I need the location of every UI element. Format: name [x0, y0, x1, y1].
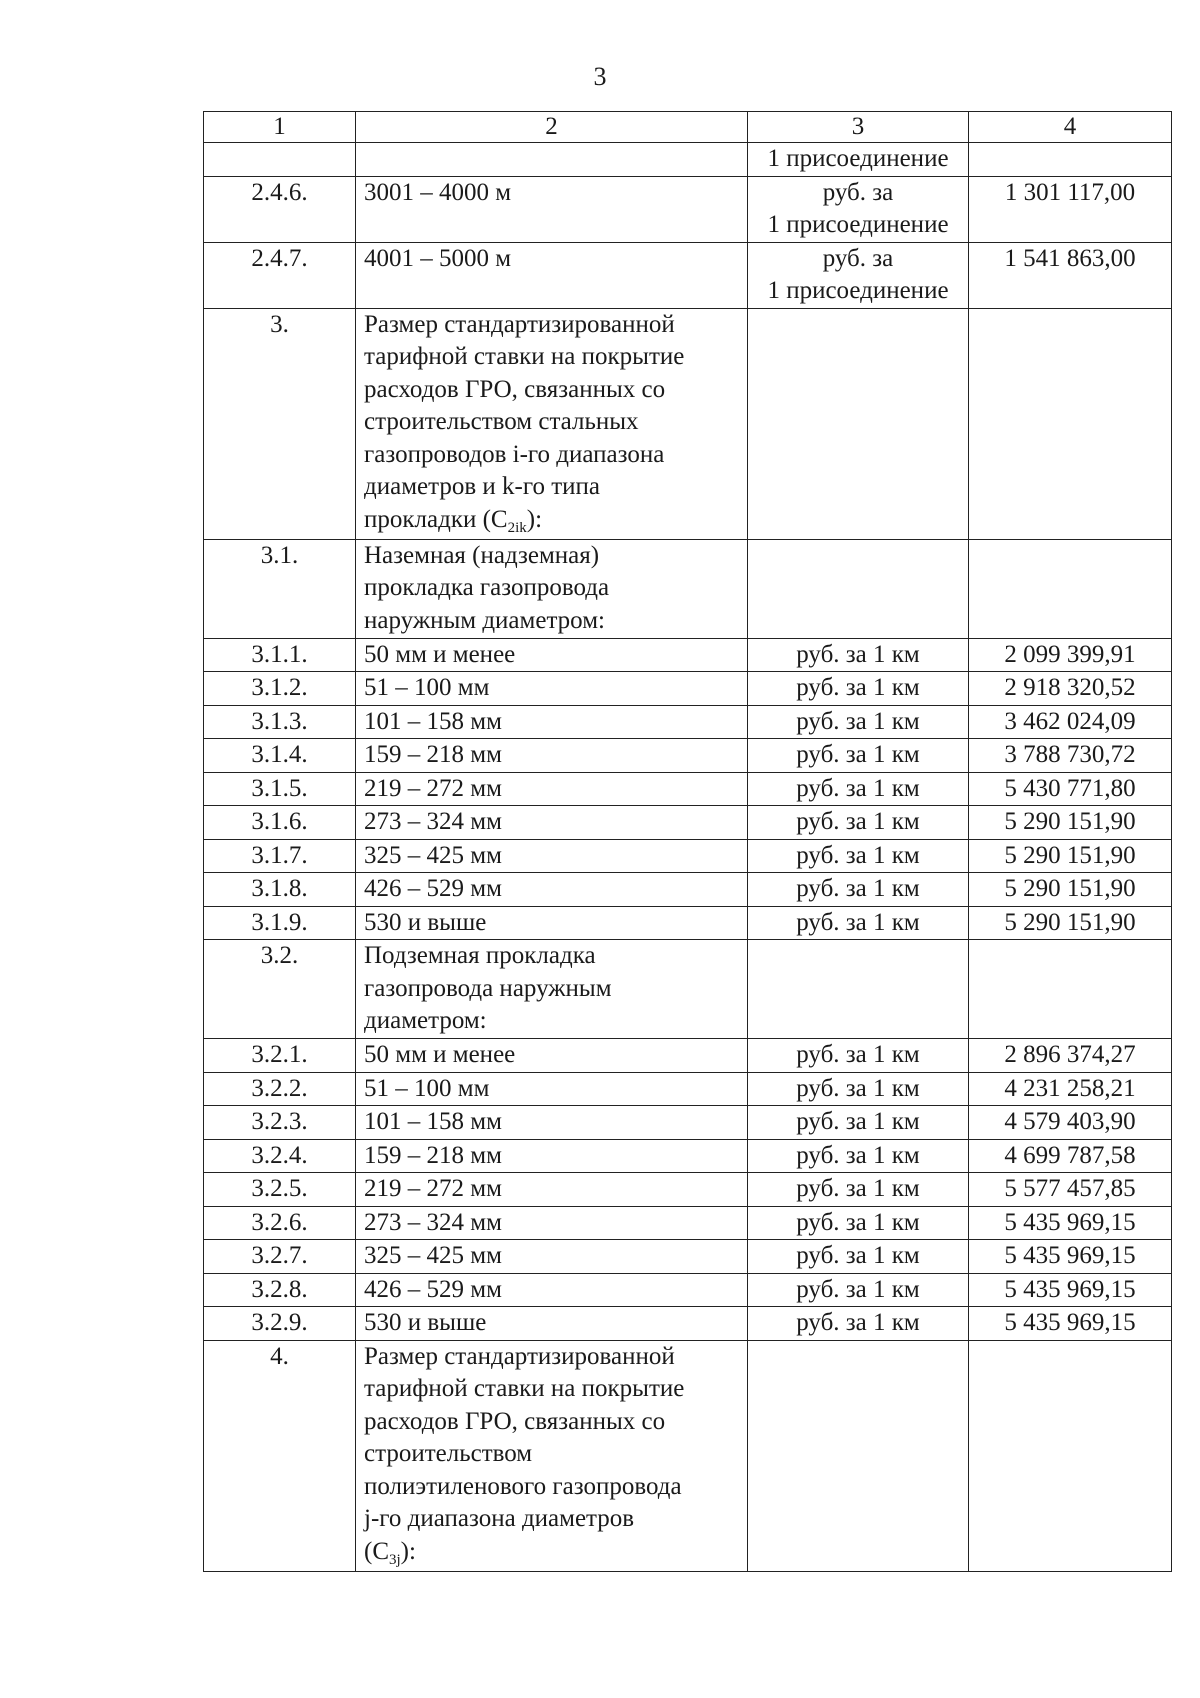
- row-number: 3.2.4.: [204, 1139, 356, 1173]
- table-row: [204, 1240, 1172, 1274]
- row-unit: [748, 1340, 969, 1571]
- table-row: [204, 940, 1172, 1039]
- row-description: 530 и выше: [356, 906, 748, 940]
- row-number: 3.2.: [204, 940, 356, 1039]
- row-number: 3.2.9.: [204, 1307, 356, 1341]
- row-value: [969, 940, 1172, 1039]
- row-description: 50 мм и менее: [356, 638, 748, 672]
- row-unit: [748, 308, 969, 539]
- table-row: [204, 906, 1172, 940]
- table-row: [204, 1072, 1172, 1106]
- row-value: 1 301 117,00: [969, 176, 1172, 242]
- table-row: [204, 176, 1172, 242]
- row-description-subscript: 3j: [389, 1551, 401, 1568]
- table-row: [204, 1273, 1172, 1307]
- row-value: 5 435 969,15: [969, 1240, 1172, 1274]
- row-value: [969, 143, 1172, 177]
- row-number: 3.1.4.: [204, 739, 356, 773]
- row-description: 325 – 425 мм: [356, 1240, 748, 1274]
- row-unit: руб. за 1 км: [748, 1072, 969, 1106]
- row-number: 3.1.8.: [204, 873, 356, 907]
- table-row: [204, 638, 1172, 672]
- row-unit: руб. за 1 км: [748, 806, 969, 840]
- row-value: 5 290 151,90: [969, 839, 1172, 873]
- row-unit: руб. за 1 км: [748, 839, 969, 873]
- row-description: 273 – 324 мм: [356, 1206, 748, 1240]
- row-value: 2 896 374,27: [969, 1039, 1172, 1073]
- row-description: Наземная (надземная) прокладка газопровода наружным диаметром:: [356, 539, 748, 638]
- row-unit: руб. за 1 км: [748, 672, 969, 706]
- row-number: 4.: [204, 1340, 356, 1571]
- row-number: 3.2.3.: [204, 1106, 356, 1140]
- row-unit: руб. за 1 км: [748, 739, 969, 773]
- row-value: 4 699 787,58: [969, 1139, 1172, 1173]
- header-cell-3: 3: [748, 112, 969, 143]
- table-row: [204, 539, 1172, 638]
- row-unit: руб. за 1 присоединение: [748, 242, 969, 308]
- row-description: 325 – 425 мм: [356, 839, 748, 873]
- row-description: 51 – 100 мм: [356, 1072, 748, 1106]
- row-unit: руб. за 1 км: [748, 906, 969, 940]
- row-description: 159 – 218 мм: [356, 1139, 748, 1173]
- row-number: 3.2.7.: [204, 1240, 356, 1274]
- header-cell-2: 2: [356, 112, 748, 143]
- row-number: 3.2.6.: [204, 1206, 356, 1240]
- row-unit: руб. за 1 присоединение: [748, 176, 969, 242]
- table-row: [204, 1307, 1172, 1341]
- table-row: [204, 143, 1172, 177]
- row-description: 219 – 272 мм: [356, 1173, 748, 1207]
- row-number: 3.1.9.: [204, 906, 356, 940]
- row-value: 4 579 403,90: [969, 1106, 1172, 1140]
- table-row: [204, 1039, 1172, 1073]
- row-unit: руб. за 1 км: [748, 873, 969, 907]
- row-value: 3 788 730,72: [969, 739, 1172, 773]
- row-description-tail: ):: [400, 1537, 416, 1565]
- row-value: 5 290 151,90: [969, 806, 1172, 840]
- row-number: 3.2.5.: [204, 1173, 356, 1207]
- row-value: [969, 1340, 1172, 1571]
- row-number: 3.1.: [204, 539, 356, 638]
- table-row: [204, 806, 1172, 840]
- row-description-text: Размер стандартизированной тарифной ставки на покрытие расходов ГРО, связанных со строительством стальных газопроводов i-го диапазона диаметров и k-го типа прокладки (C: [364, 310, 685, 533]
- row-unit: руб. за 1 км: [748, 1139, 969, 1173]
- row-description: 159 – 218 мм: [356, 739, 748, 773]
- row-description-tail: ):: [526, 505, 543, 533]
- row-unit: руб. за 1 км: [748, 1039, 969, 1073]
- row-number: 3.2.2.: [204, 1072, 356, 1106]
- table-row: [204, 839, 1172, 873]
- row-value: 5 435 969,15: [969, 1206, 1172, 1240]
- row-description: 426 – 529 мм: [356, 873, 748, 907]
- row-number: 3.1.3.: [204, 705, 356, 739]
- row-value: 4 231 258,21: [969, 1072, 1172, 1106]
- table-row: [204, 772, 1172, 806]
- table-row: [204, 873, 1172, 907]
- table-row: [204, 308, 1172, 539]
- table-row: [204, 1340, 1172, 1571]
- row-number: 3.1.6.: [204, 806, 356, 840]
- table-row: [204, 739, 1172, 773]
- row-description: 219 – 272 мм: [356, 772, 748, 806]
- row-value: 5 430 771,80: [969, 772, 1172, 806]
- row-number: 2.4.6.: [204, 176, 356, 242]
- row-number: [204, 143, 356, 177]
- row-unit: руб. за 1 км: [748, 1106, 969, 1140]
- row-description: Подземная прокладка газопровода наружным диаметром:: [356, 940, 748, 1039]
- row-number: 3.2.8.: [204, 1273, 356, 1307]
- table-row: [204, 1206, 1172, 1240]
- row-unit: руб. за 1 км: [748, 705, 969, 739]
- row-value: 1 541 863,00: [969, 242, 1172, 308]
- row-number: 2.4.7.: [204, 242, 356, 308]
- row-value: [969, 308, 1172, 539]
- row-unit: [748, 940, 969, 1039]
- row-description: 4001 – 5000 м: [356, 242, 748, 308]
- header-cell-1: 1: [204, 112, 356, 143]
- row-number: 3.1.1.: [204, 638, 356, 672]
- table-row: [204, 1106, 1172, 1140]
- table-row: [204, 242, 1172, 308]
- row-number: 3.1.5.: [204, 772, 356, 806]
- row-description: 51 – 100 мм: [356, 672, 748, 706]
- header-cell-4: 4: [969, 112, 1172, 143]
- row-description-subscript: 2ik: [507, 519, 527, 536]
- row-value: 5 577 457,85: [969, 1173, 1172, 1207]
- row-unit: руб. за 1 км: [748, 1273, 969, 1307]
- row-description: 273 – 324 мм: [356, 806, 748, 840]
- row-description: [356, 308, 748, 539]
- row-description: 3001 – 4000 м: [356, 176, 748, 242]
- row-number: 3.: [204, 308, 356, 539]
- row-unit: руб. за 1 км: [748, 1240, 969, 1274]
- row-unit: 1 присоединение: [748, 143, 969, 177]
- row-value: 5 435 969,15: [969, 1307, 1172, 1341]
- row-description: 530 и выше: [356, 1307, 748, 1341]
- row-value: 5 290 151,90: [969, 906, 1172, 940]
- row-number: 3.1.7.: [204, 839, 356, 873]
- table-row: [204, 1173, 1172, 1207]
- row-description: 101 – 158 мм: [356, 1106, 748, 1140]
- row-value: 2 099 399,91: [969, 638, 1172, 672]
- table-row: [204, 705, 1172, 739]
- row-number: 3.1.2.: [204, 672, 356, 706]
- table-header-row: [204, 112, 1172, 143]
- row-value: 3 462 024,09: [969, 705, 1172, 739]
- row-description: [356, 1340, 748, 1571]
- row-unit: руб. за 1 км: [748, 1206, 969, 1240]
- row-number: 3.2.1.: [204, 1039, 356, 1073]
- row-value: 2 918 320,52: [969, 672, 1172, 706]
- row-unit: руб. за 1 км: [748, 638, 969, 672]
- table-row: [204, 672, 1172, 706]
- row-value: [969, 539, 1172, 638]
- row-unit: руб. за 1 км: [748, 1173, 969, 1207]
- row-description-text: Размер стандартизированной тарифной ставки на покрытие расходов ГРО, связанных со строительством полиэтиленового газопровода j-го диапазона диаметров (C: [364, 1342, 685, 1565]
- page-number: 3: [593, 62, 607, 91]
- row-value: 5 435 969,15: [969, 1273, 1172, 1307]
- row-value: 5 290 151,90: [969, 873, 1172, 907]
- row-description: 426 – 529 мм: [356, 1273, 748, 1307]
- row-unit: руб. за 1 км: [748, 1307, 969, 1341]
- row-unit: руб. за 1 км: [748, 772, 969, 806]
- row-description: 101 – 158 мм: [356, 705, 748, 739]
- table-row: [204, 1139, 1172, 1173]
- row-description: [356, 143, 748, 177]
- row-description: 50 мм и менее: [356, 1039, 748, 1073]
- row-unit: [748, 539, 969, 638]
- tariff-table: [203, 111, 1172, 1572]
